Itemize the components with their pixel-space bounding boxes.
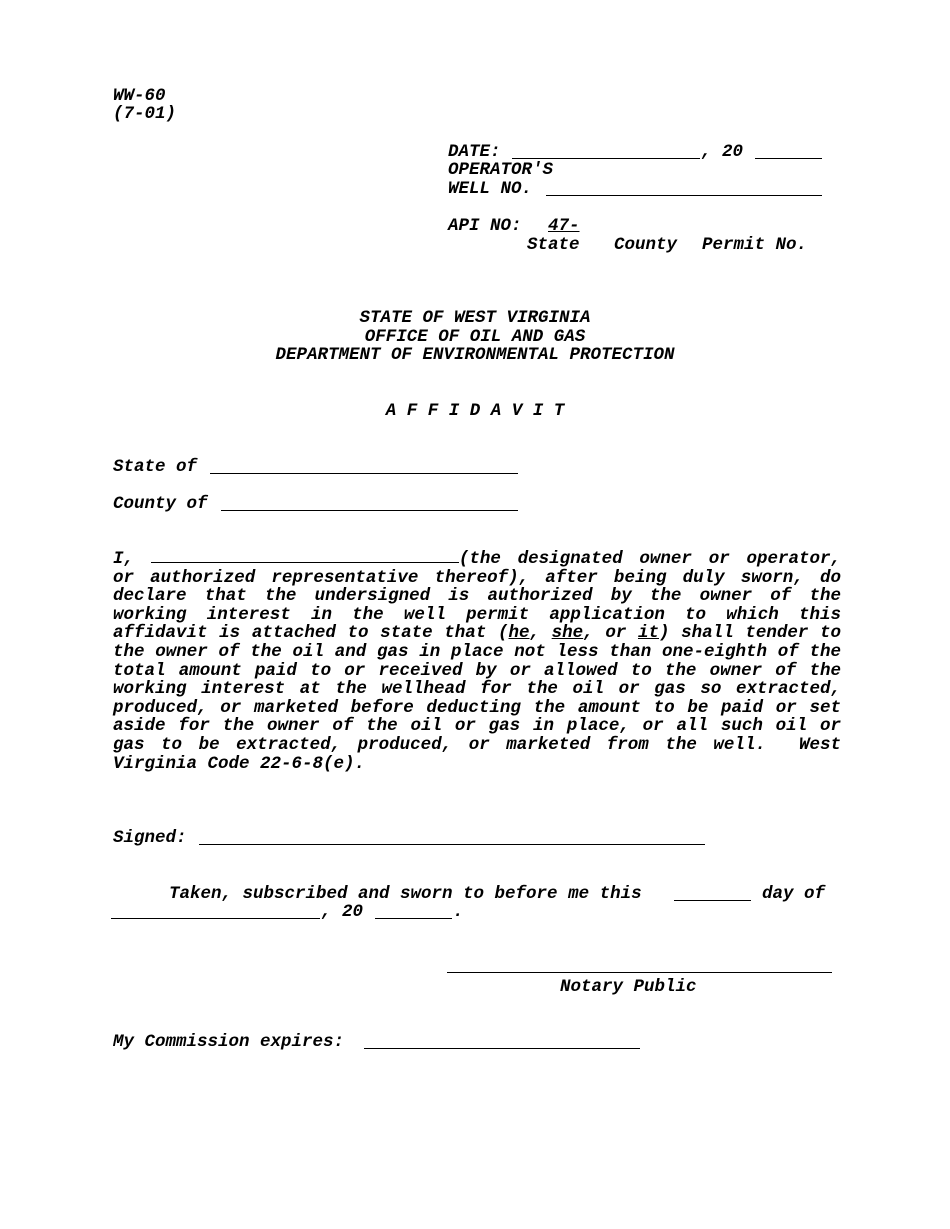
jurat-text: Taken, subscribed and sworn to before me this bbox=[169, 884, 642, 904]
pronoun-she: she bbox=[551, 623, 584, 644]
agency-state: STATE OF WEST VIRGINIA bbox=[359, 308, 591, 328]
notary-public-label: Notary Public bbox=[560, 977, 697, 997]
date-year-sep: , 20 bbox=[701, 142, 744, 162]
date-label: DATE: bbox=[448, 142, 501, 162]
signature-field[interactable] bbox=[199, 844, 705, 845]
pronoun-sep-1: , bbox=[529, 623, 552, 644]
api-county-label: County bbox=[614, 235, 678, 255]
pronoun-he: he bbox=[508, 623, 530, 644]
jurat-year-field[interactable] bbox=[375, 918, 452, 919]
document-title: A F F I D A V I T bbox=[385, 401, 565, 421]
state-of-field[interactable] bbox=[210, 473, 518, 474]
date-field[interactable] bbox=[512, 158, 700, 159]
code-citation: West Virginia Code 22-6-8(e). bbox=[113, 734, 841, 774]
form-revision: (7-01) bbox=[113, 104, 177, 124]
jurat-year-sep: , 20 bbox=[321, 902, 364, 922]
well-no-label: WELL NO. bbox=[448, 179, 533, 199]
api-prefix: 47- bbox=[548, 216, 580, 236]
agency-department: DEPARTMENT OF ENVIRONMENTAL PROTECTION bbox=[275, 345, 675, 365]
agency-office: OFFICE OF OIL AND GAS bbox=[364, 327, 586, 347]
operators-label: OPERATOR'S bbox=[448, 160, 554, 180]
body-part1: (the designated owner or operator, or authorized representative thereof), after being duly sworn, do declare that the undersigned is authorized by the owner of the working interest in the well permit application to which this affidavit is attached to state that ( bbox=[113, 549, 841, 644]
signed-label: Signed: bbox=[113, 828, 187, 848]
body-part2: ) shall tender to the owner of the oil and gas in place not less than one-eighth of the total amount paid to or received by or allowed to the owner of the working interest at the wellhead for the oil or gas so extracted, produced, or marketed before deducting the amount to be paid or set aside for the owner of the oil or gas in place, or all such oil or gas to be extracted, produced, or marketed from the well. bbox=[113, 623, 841, 755]
affidavit-body bbox=[113, 549, 841, 773]
jurat-month-field[interactable] bbox=[111, 918, 320, 919]
commission-label: My Commission expires: bbox=[113, 1032, 345, 1052]
jurat-day-of: day of bbox=[762, 884, 826, 904]
body-intro: I, bbox=[113, 549, 135, 569]
api-label: API NO: bbox=[448, 216, 522, 236]
county-of-field[interactable] bbox=[221, 510, 518, 511]
pronoun-it: it bbox=[637, 623, 659, 644]
jurat-day-field[interactable] bbox=[674, 900, 751, 901]
county-of-label: County of bbox=[113, 494, 208, 514]
jurat-period: . bbox=[453, 902, 464, 922]
date-year-field[interactable] bbox=[755, 158, 822, 159]
pronoun-sep-2: , or bbox=[583, 623, 638, 644]
affiant-name-field[interactable] bbox=[151, 549, 459, 563]
well-no-field[interactable] bbox=[546, 195, 822, 196]
form-code: WW-60 bbox=[113, 86, 166, 106]
notary-signature-field[interactable] bbox=[447, 972, 832, 973]
commission-expiry-field[interactable] bbox=[364, 1048, 640, 1049]
state-of-label: State of bbox=[113, 457, 198, 477]
api-state-label: State bbox=[527, 235, 580, 255]
api-permit-label: Permit No. bbox=[702, 235, 808, 255]
